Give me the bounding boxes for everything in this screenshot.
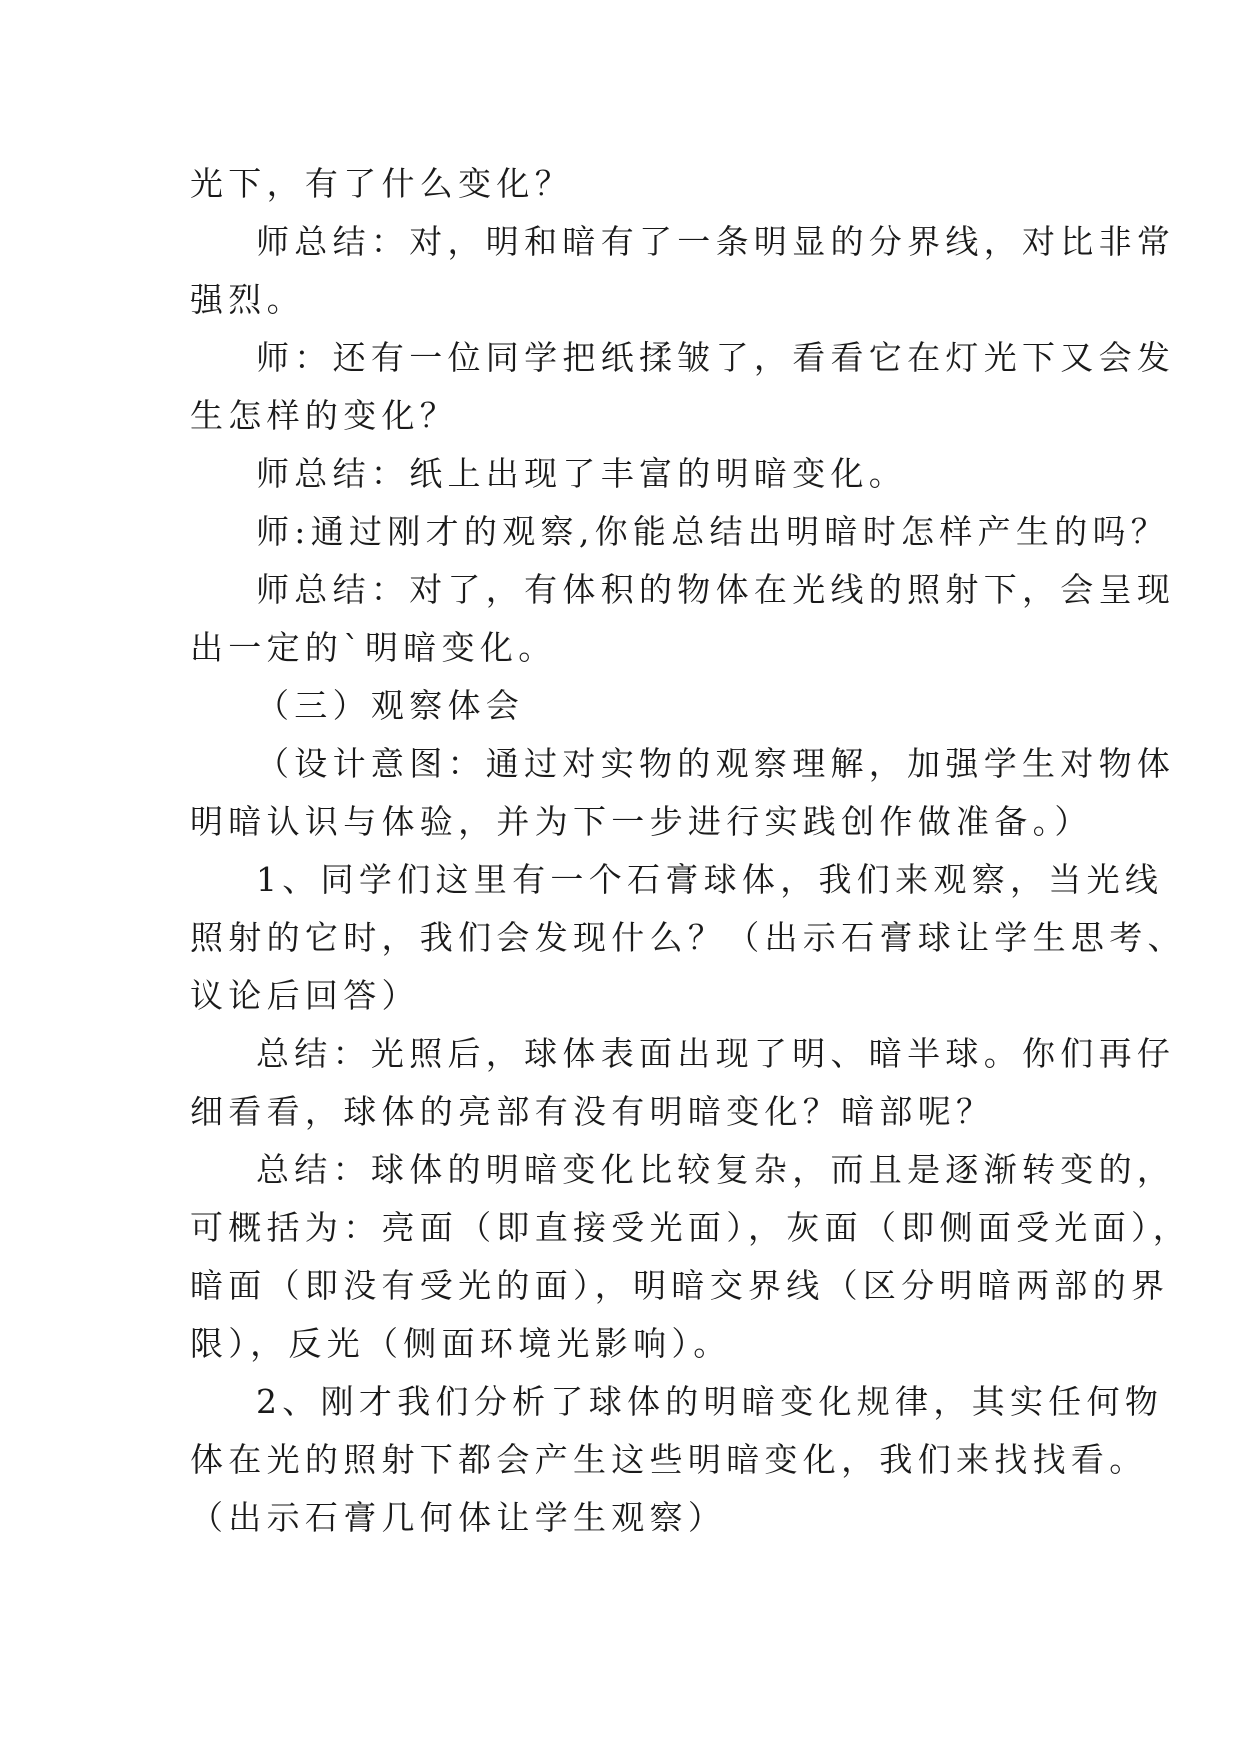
section-heading: （三）观察体会	[256, 686, 525, 725]
paragraph-line: （设计意图：通过对实物的观察理解，加强学生对物体	[256, 744, 1176, 783]
paragraph-line: 师总结：对了，有体积的物体在光线的照射下，会呈现	[256, 570, 1176, 609]
paragraph-line: 照射的它时，我们会发现什么？（出示石膏球让学生思考、	[190, 918, 1186, 957]
paragraph-line: 体在光的照射下都会产生这些明暗变化，我们来找找看。	[190, 1440, 1148, 1479]
paragraph-line: 生怎样的变化？	[190, 396, 459, 435]
document-body	[190, 155, 1192, 1547]
paragraph-line: 暗面（即没有受光的面），明暗交界线（区分明暗两部的界	[190, 1266, 1170, 1305]
paragraph-line: 出一定的`明暗变化。	[190, 628, 557, 667]
paragraph-line: 师:通过刚才的观察,你能总结出明暗时怎样产生的吗？	[256, 512, 1170, 551]
paragraph-line: 2、刚才我们分析了球体的明暗变化规律，其实任何物	[256, 1382, 1164, 1421]
paragraph-line: 细看看，球体的亮部有没有明暗变化？暗部呢？	[190, 1092, 995, 1131]
paragraph-line: 1、同学们这里有一个石膏球体，我们来观察，当光线	[256, 860, 1164, 899]
paragraph-line: 可概括为：亮面（即直接受光面），灰面（即侧面受光面），	[190, 1208, 1192, 1247]
paragraph-line: 总结：光照后，球体表面出现了明、暗半球。你们再仔	[256, 1034, 1176, 1073]
paragraph-line: 师总结：对，明和暗有了一条明显的分界线，对比非常	[256, 222, 1176, 261]
paragraph-line: 师：还有一位同学把纸揉皱了，看看它在灯光下又会发	[256, 338, 1176, 377]
paragraph-line: 明暗认识与体验，并为下一步进行实践创作做准备。）	[190, 802, 1093, 841]
paragraph-line: 光下，有了什么变化？	[190, 164, 573, 203]
paragraph-line: 议论后回答）	[190, 976, 420, 1015]
paragraph-line: 限），反光（侧面环境光影响）。	[190, 1324, 732, 1363]
paragraph-line: 总结：球体的明暗变化比较复杂，而且是逐渐转变的，	[256, 1150, 1176, 1189]
paragraph-line: 强烈。	[190, 280, 305, 319]
paragraph-line: 师总结：纸上出现了丰富的明暗变化。	[256, 454, 908, 493]
paragraph-line: （出示石膏几何体让学生观察）	[190, 1498, 727, 1537]
